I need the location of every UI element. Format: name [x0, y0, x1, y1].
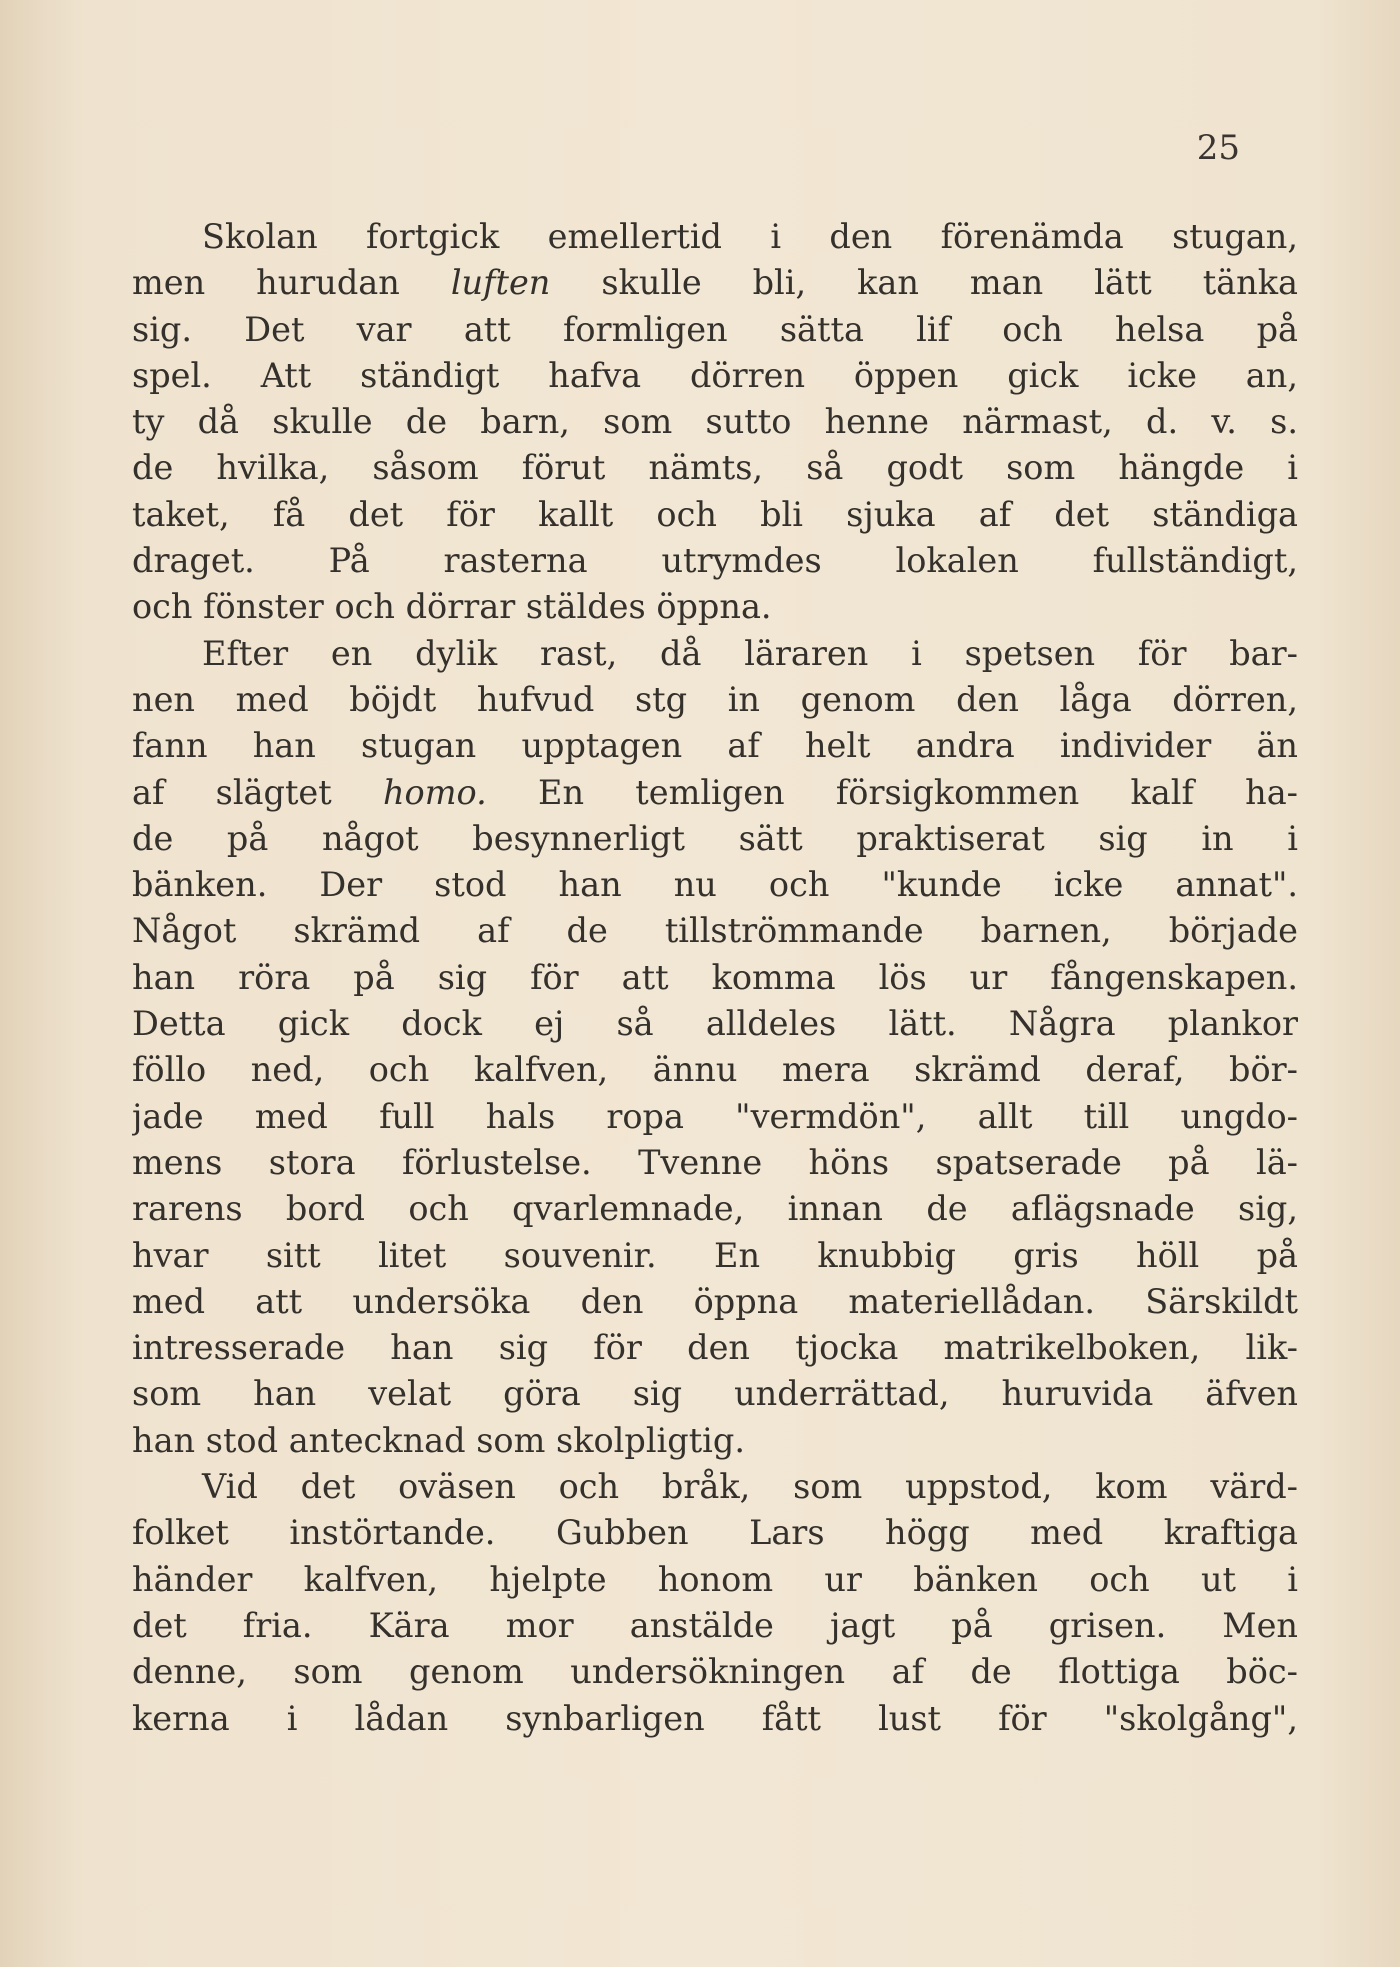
text-line — [132, 1371, 1298, 1417]
text-line — [132, 307, 1298, 353]
text-line — [132, 1325, 1298, 1371]
italic-word: homo. — [382, 772, 487, 812]
text-line — [132, 1279, 1298, 1325]
text-line — [132, 862, 1298, 908]
text-line — [132, 445, 1298, 491]
text-run: det fria. Kära mor anstälde jagt på grisen. Men — [132, 1605, 1298, 1645]
text-run: En temligen försigkommen kalf ha- — [486, 772, 1298, 812]
text-line — [132, 908, 1298, 954]
text-run: taket, få det för kallt och bli sjuka af det ständiga — [132, 494, 1298, 534]
text-line — [132, 1233, 1298, 1279]
text-run: Detta gick dock ej så alldeles lätt. Några plankor — [132, 1004, 1298, 1044]
text-run: sig. Det var att formligen sätta lif och helsa på — [132, 309, 1298, 349]
text-run: intresserade han sig för den tjocka matrikelboken, lik- — [132, 1328, 1298, 1368]
text-run: spel. Att ständigt hafva dörren öppen gick icke an, — [132, 355, 1298, 395]
body-text — [132, 214, 1298, 1742]
text-run: de hvilka, såsom förut nämts, så godt som hängde i — [132, 448, 1298, 488]
text-run: draget. På rasterna utrymdes lokalen fullständigt, — [132, 541, 1298, 581]
text-run: han stod antecknad som skolpligtig. — [132, 1420, 745, 1460]
text-line — [132, 260, 1298, 306]
text-run: bänken. Der stod han nu och "kunde icke annat". — [132, 865, 1298, 905]
text-run: som han velat göra sig underrättad, huruvida äfven — [132, 1374, 1298, 1414]
text-line — [132, 631, 1298, 677]
text-run: händer kalfven, hjelpte honom ur bänken och ut i — [132, 1559, 1298, 1599]
text-run: denne, som genom undersökningen af de flottiga böc- — [132, 1652, 1298, 1692]
text-run: af slägtet — [132, 772, 383, 812]
text-run: Efter en dylik rast, då läraren i spetsen för bar- — [202, 633, 1298, 673]
text-line — [132, 955, 1298, 1001]
text-run: jade med full hals ropa "vermdön", allt till ungdo- — [132, 1096, 1298, 1136]
text-line — [132, 538, 1298, 584]
text-line — [132, 1464, 1298, 1510]
text-run: han röra på sig för att komma lös ur fångenskapen. — [132, 957, 1298, 997]
text-run: folket instörtande. Gubben Lars högg med kraftiga — [132, 1513, 1298, 1553]
text-line — [132, 399, 1298, 445]
text-run: rarens bord och qvarlemnade, innan de aflägsnade sig, — [132, 1189, 1298, 1229]
text-line — [132, 816, 1298, 862]
text-run: men hurudan — [132, 263, 451, 303]
text-run: nen med böjdt hufvud stg in genom den låga dörren, — [132, 679, 1298, 719]
text-run: kerna i lådan synbarligen fått lust för "skolgång", — [132, 1698, 1298, 1738]
text-line — [132, 1094, 1298, 1140]
text-line — [132, 214, 1298, 260]
text-line — [132, 584, 1298, 630]
text-run: de på något besynnerligt sätt praktiserat sig in i — [132, 818, 1298, 858]
text-line — [132, 492, 1298, 538]
italic-word: luften — [450, 263, 551, 303]
text-run: och fönster och dörrar stäldes öppna. — [132, 587, 772, 627]
text-line — [132, 677, 1298, 723]
text-line — [132, 1696, 1298, 1742]
text-line — [132, 1001, 1298, 1047]
text-line — [132, 1418, 1298, 1464]
text-run: ty då skulle de barn, som sutto henne närmast, d. v. s. — [132, 402, 1298, 442]
text-line — [132, 1603, 1298, 1649]
text-run: med att undersöka den öppna materiellådan. Särskildt — [132, 1281, 1298, 1321]
text-run: skulle bli, kan man lätt tänka — [550, 263, 1298, 303]
text-run: hvar sitt litet souvenir. En knubbig gris höll på — [132, 1235, 1298, 1275]
page-number: 25 — [1196, 128, 1240, 168]
text-line — [132, 1649, 1298, 1695]
text-line — [132, 1510, 1298, 1556]
text-line — [132, 770, 1298, 816]
text-line — [132, 1186, 1298, 1232]
text-run: föllo ned, och kalfven, ännu mera skrämd deraf, bör- — [132, 1050, 1298, 1090]
text-run: Skolan fortgick emellertid i den förenämda stugan, — [202, 217, 1298, 256]
text-line — [132, 1140, 1298, 1186]
text-line — [132, 1047, 1298, 1093]
text-run: Något skrämd af de tillströmmande barnen, började — [132, 911, 1298, 951]
text-line — [132, 353, 1298, 399]
text-line — [132, 1557, 1298, 1603]
text-run: fann han stugan upptagen af helt andra individer än — [132, 726, 1298, 766]
text-line — [132, 723, 1298, 769]
text-run: Vid det oväsen och bråk, som uppstod, kom värd- — [202, 1467, 1298, 1507]
text-run: mens stora förlustelse. Tvenne höns spatserade på lä- — [132, 1142, 1298, 1182]
